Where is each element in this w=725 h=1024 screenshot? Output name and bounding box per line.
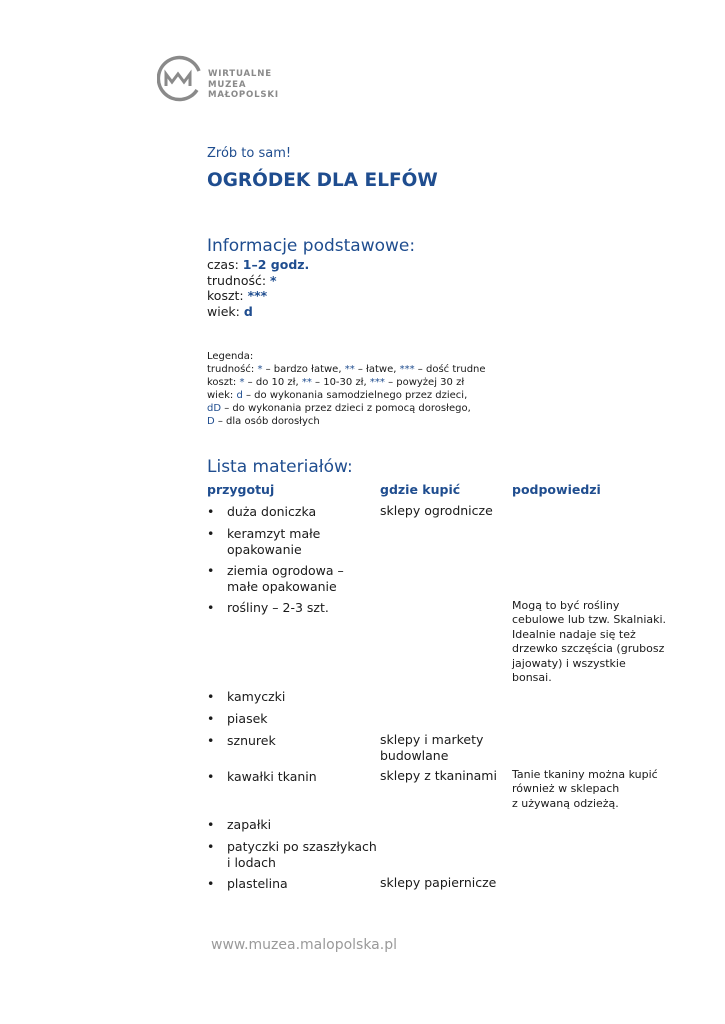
materials-heading: Lista materiałów:	[207, 457, 353, 477]
info-label: koszt:	[207, 288, 248, 303]
legend-line: koszt: * – do 10 zł, ** – 10-30 zł, *** – powyżej 30 zł	[207, 377, 465, 388]
info-row-difficulty	[207, 273, 309, 289]
info-label: wiek:	[207, 303, 244, 319]
shop-cell: sklepy papiernicze	[380, 875, 497, 890]
column-header-hints: podpowiedzi	[512, 482, 601, 497]
wmm-logo-icon	[157, 54, 205, 102]
shop-cell: sklepy ogrodnicze	[380, 503, 493, 518]
info-value: *	[270, 272, 277, 288]
logo-line: WIRTUALNE	[208, 69, 272, 79]
logo-text	[208, 69, 279, 101]
logo-line: MAŁOPOLSKI	[208, 90, 279, 100]
info-row-cost	[207, 288, 309, 304]
legend-line: dD – do wykonania przez dzieci z pomocą dorosłego,	[207, 403, 471, 414]
column-header-prepare: przygotuj	[207, 482, 275, 497]
hint-cell: Tanie tkaniny można kupić również w sklepach z używaną odzieżą.	[512, 768, 658, 810]
info-row-time	[207, 257, 309, 273]
info-label: czas:	[207, 257, 243, 272]
legend	[207, 350, 486, 428]
legend-title: Legenda:	[207, 351, 254, 362]
shop-cell: sklepy z tkaninami	[380, 768, 497, 783]
info-label: trudność:	[207, 272, 271, 288]
info-heading: Informacje podstawowe:	[207, 236, 416, 256]
kicker: Zrób to sam!	[207, 146, 292, 161]
footer-url: www.muzea.malopolska.pl	[211, 937, 397, 953]
info-value: d	[243, 303, 253, 319]
legend-line: wiek: d – do wykonania samodzielnego przez dzieci,	[207, 390, 468, 401]
column-header-where: gdzie kupić	[380, 482, 461, 497]
logo-line: MUZEA	[208, 79, 247, 90]
shop-cell: sklepy i markety budowlane	[380, 732, 484, 763]
info-value: ***	[247, 288, 268, 303]
hint-cell: Mogą to być rośliny cebulowe lub tzw. Skalniaki. Idealnie nadaje się też drzewko szczęścia (grubosz jajowaty) i wszystkie bonsai.	[512, 599, 667, 685]
legend-line: D – dla osób dorosłych	[207, 416, 320, 427]
info-value: 1–2 godz.	[242, 257, 310, 272]
info-block	[207, 257, 309, 319]
page-title: OGRÓDEK DLA ELFÓW	[207, 170, 438, 191]
info-row-age	[207, 304, 309, 320]
legend-line: trudność: * – bardzo łatwe, ** – łatwe, *** – dość trudne	[207, 364, 486, 375]
logo	[157, 54, 277, 104]
